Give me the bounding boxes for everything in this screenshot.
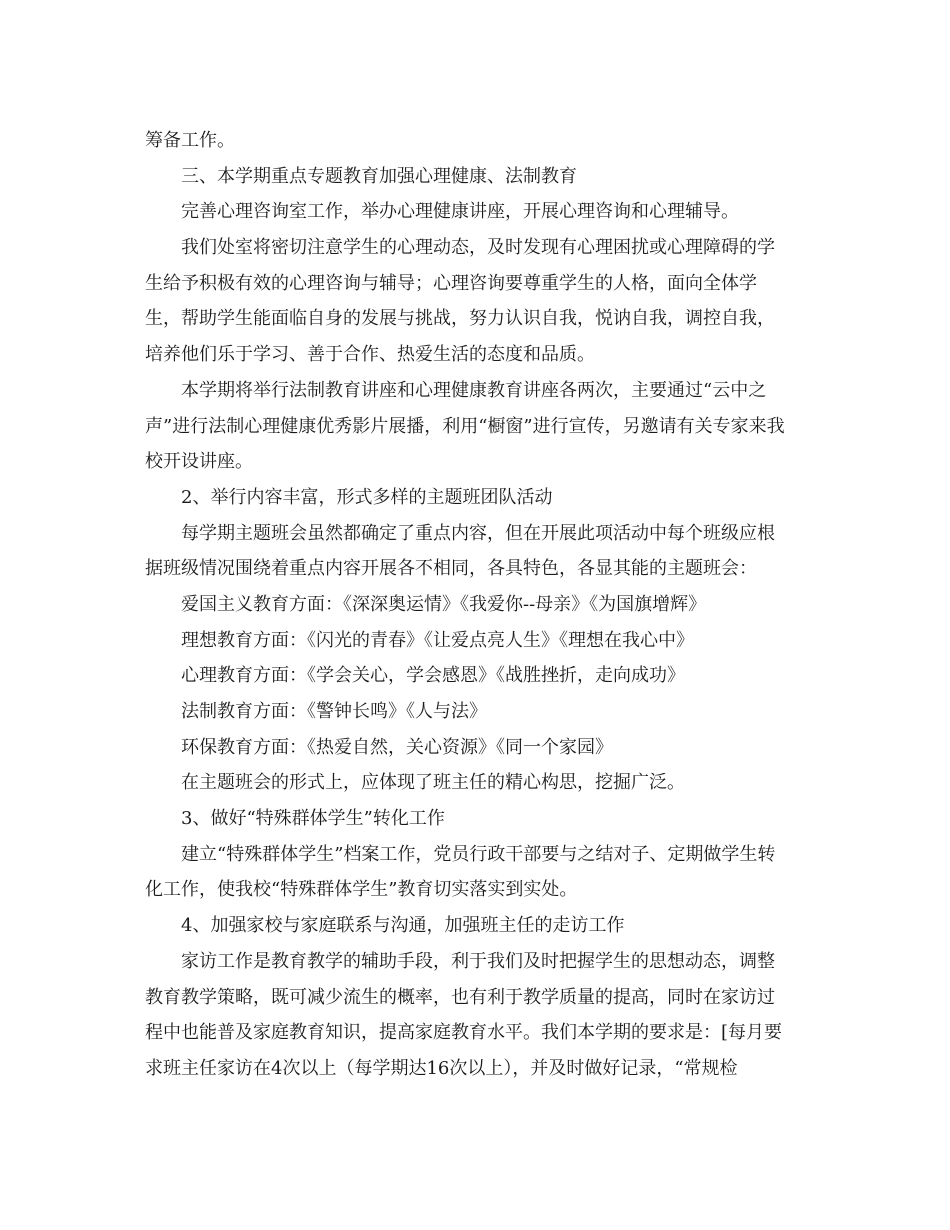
text-line: 本学期将举行法制教育讲座和心理健康教育讲座各两次，主要通过“云中之 xyxy=(181,379,767,401)
text-line: 教育教学策略，既可减少流生的概率，也有利于教学质量的提高，同时在家访过 xyxy=(145,986,775,1008)
text-line: 据班级情况围绕着重点内容开展各不相同，各具特色，各显其能的主题班会： xyxy=(145,558,757,580)
document-body xyxy=(145,123,810,1087)
text-line: 校开设讲座。 xyxy=(145,451,253,473)
text-line: 三、本学期重点专题教育加强心理健康、法制教育 xyxy=(181,165,577,187)
text-line: 化工作，使我校“特殊群体学生”教育切实落实到实处。 xyxy=(145,879,578,901)
text-line: 声”进行法制心理健康优秀影片展播，利用“橱窗”进行宣传，另邀请有关专家来我 xyxy=(145,415,785,437)
text-line: 环保教育方面：《热爱自然，关心资源》《同一个家园》 xyxy=(181,736,613,758)
text-line: 生，帮助学生能面临自身的发展与挑战，努力认识自我，悦讷自我，调控自我， xyxy=(145,308,775,330)
text-line: 筹备工作。 xyxy=(145,130,235,151)
text-line: 3、做好“特殊群体学生”转化工作 xyxy=(181,808,445,830)
text-line: 求班主任家访在4次以上（每学期达16次以上），并及时做好记录，“常规检 xyxy=(145,1057,738,1079)
text-line: 程中也能普及家庭教育知识，提高家庭教育水平。我们本学期的要求是：[每月要 xyxy=(145,1022,783,1044)
text-line: 理想教育方面：《闪光的青春》《让爱点亮人生》《理想在我心中》 xyxy=(181,629,694,651)
text-line: 生给予积极有效的心理咨询与辅导；心理咨询要尊重学生的人格，面向全体学 xyxy=(145,272,757,294)
text-line: 4、加强家校与家庭联系与沟通，加强班主任的走访工作 xyxy=(181,915,625,937)
text-line: 在主题班会的形式上，应体现了班主任的精心构思，挖掘广泛。 xyxy=(181,772,685,794)
text-line: 建立“特殊群体学生”档案工作，党员行政干部要与之结对子、定期做学生转 xyxy=(181,843,776,865)
text-line: 心理教育方面：《学会关心，学会感恩》《战胜挫折，走向成功》 xyxy=(181,665,685,687)
text-line: 我们处室将密切注意学生的心理动态，及时发现有心理困扰或心理障碍的学 xyxy=(181,237,775,259)
text-line: 法制教育方面：《警钟长鸣》《人与法》 xyxy=(181,701,487,722)
text-line: 完善心理咨询室工作，举办心理健康讲座，开展心理咨询和心理辅导。 xyxy=(181,201,739,223)
text-line: 家访工作是教育教学的辅助手段，利于我们及时把握学生的思想动态，调整 xyxy=(181,950,775,972)
text-line: 2、举行内容丰富，形式多样的主题班团队活动 xyxy=(181,486,553,508)
text-line: 爱国主义教育方面：《深深奥运情》《我爱你--母亲》《为国旗增辉》 xyxy=(181,593,707,615)
text-line: 每学期主题班会虽然都确定了重点内容，但在开展此项活动中每个班级应根 xyxy=(181,522,775,544)
text-line: 培养他们乐于学习、善于合作、热爱生活的态度和品质。 xyxy=(145,344,595,366)
